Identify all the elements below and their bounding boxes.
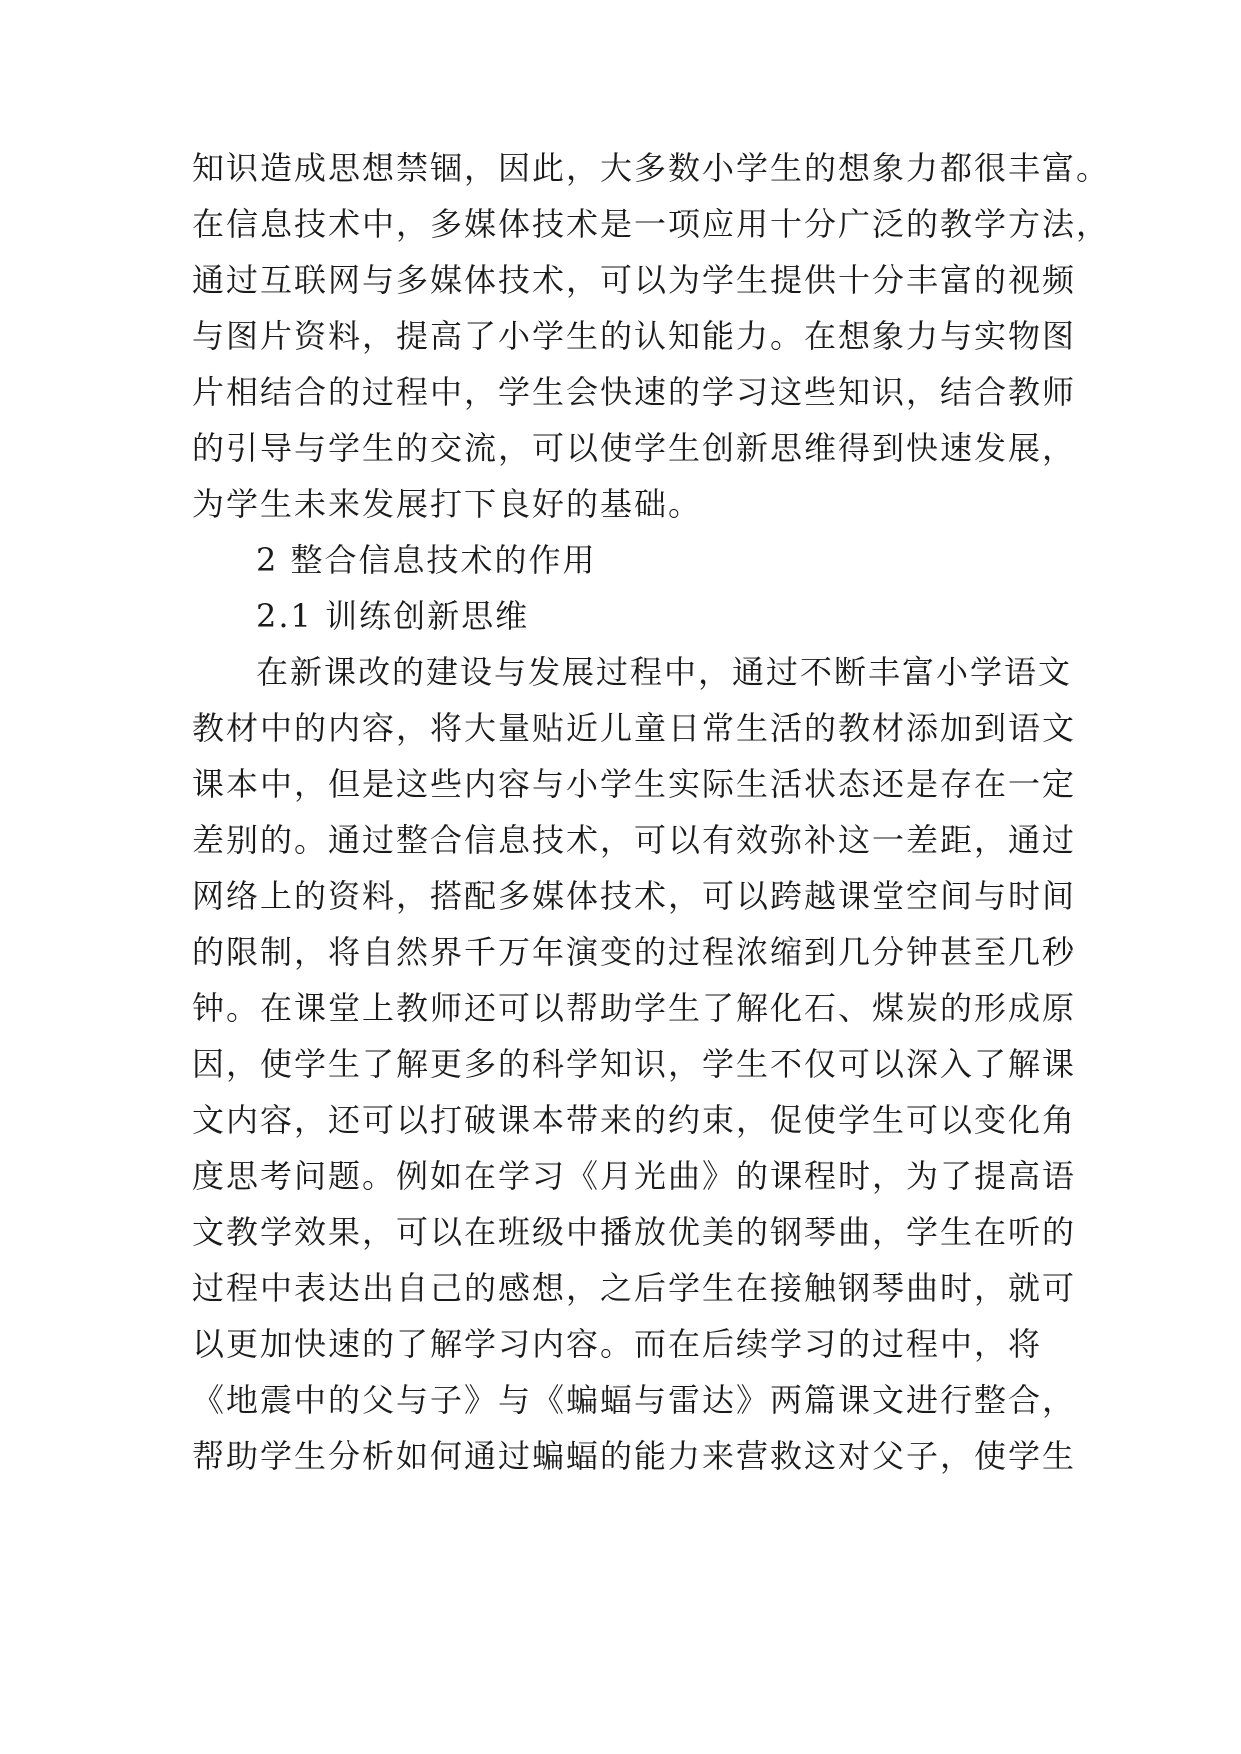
paragraph-line: 过程中表达出自己的感想，之后学生在接触钢琴曲时，就可 <box>192 1269 1077 1307</box>
paragraph-line: 度思考问题。例如在学习《月光曲》的课程时，为了提高语 <box>192 1157 1077 1195</box>
paragraph-line: 因，使学生了解更多的科学知识，学生不仅可以深入了解课 <box>192 1045 1077 1083</box>
paragraph-line: 文内容，还可以打破课本带来的约束，促使学生可以变化角 <box>192 1101 1077 1139</box>
paragraph-line: 的限制，将自然界千万年演变的过程浓缩到几分钟甚至几秒 <box>192 933 1077 971</box>
paragraph-line: 为学生未来发展打下良好的基础。 <box>192 485 703 523</box>
paragraph-line: 文教学效果，可以在班级中播放优美的钢琴曲，学生在听的 <box>192 1213 1077 1251</box>
section-heading: 2 整合信息技术的作用 <box>256 541 597 579</box>
paragraph-line: 在新课改的建设与发展过程中，通过不断丰富小学语文 <box>256 653 1073 691</box>
subsection-heading: 2.1 训练创新思维 <box>256 597 530 635</box>
paragraph-line: 网络上的资料，搭配多媒体技术，可以跨越课堂空间与时间 <box>192 877 1077 915</box>
paragraph-line: 在信息技术中，多媒体技术是一项应用十分广泛的教学方法， <box>192 205 1111 243</box>
paragraph-line: 的引导与学生的交流，可以使学生创新思维得到快速发展， <box>192 429 1077 467</box>
paragraph-line: 帮助学生分析如何通过蝙蝠的能力来营救这对父子，使学生 <box>192 1437 1077 1475</box>
paragraph-line: 通过互联网与多媒体技术，可以为学生提供十分丰富的视频 <box>192 261 1077 299</box>
paragraph-line: 差别的。通过整合信息技术，可以有效弥补这一差距，通过 <box>192 821 1077 859</box>
paragraph-line: 知识造成思想禁锢，因此，大多数小学生的想象力都很丰富。 <box>192 149 1111 187</box>
paragraph-line: 钟。在课堂上教师还可以帮助学生了解化石、煤炭的形成原 <box>192 989 1077 1027</box>
paragraph-line: 《地震中的父与子》与《蝙蝠与雷达》两篇课文进行整合， <box>192 1381 1077 1419</box>
paragraph-line: 课本中，但是这些内容与小学生实际生活状态还是存在一定 <box>192 765 1077 803</box>
paragraph-line: 与图片资料，提高了小学生的认知能力。在想象力与实物图 <box>192 317 1077 355</box>
paragraph-line: 教材中的内容，将大量贴近儿童日常生活的教材添加到语文 <box>192 709 1077 747</box>
paragraph-line: 片相结合的过程中，学生会快速的学习这些知识，结合教师 <box>192 373 1077 411</box>
paragraph-line: 以更加快速的了解学习内容。而在后续学习的过程中，将 <box>192 1325 1043 1363</box>
